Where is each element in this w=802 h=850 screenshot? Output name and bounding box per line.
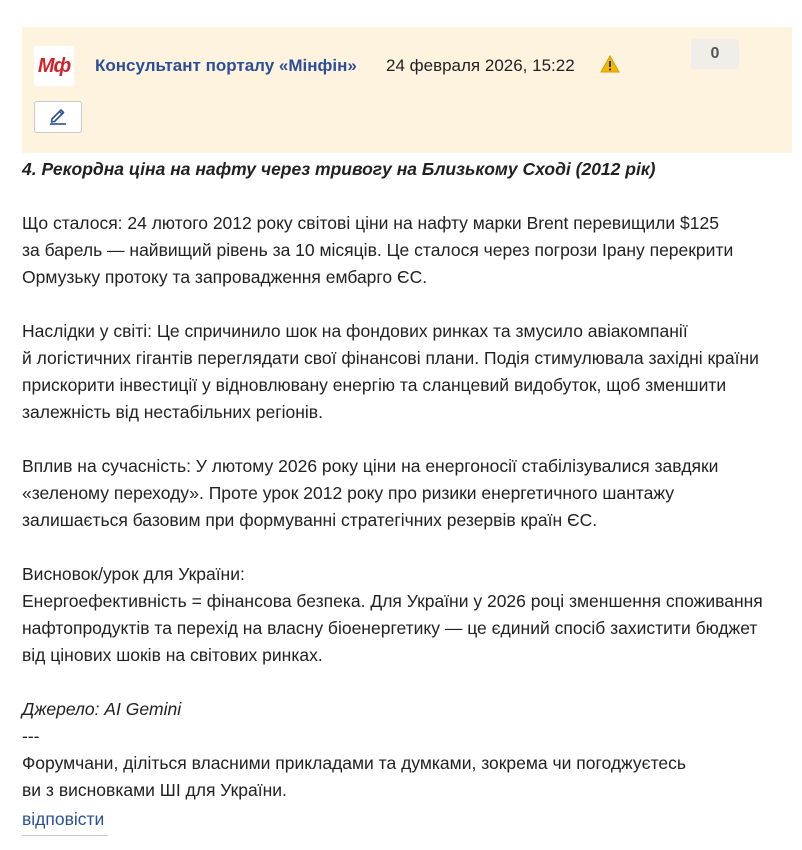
closing-line: Форумчани, діліться власними прикладами та думками, зокрема чи погоджуєтесь <box>22 753 687 773</box>
paragraph-line: нафтопродуктів та перехід на власну біоенергетику — це єдиний спосіб захистити бюджет <box>22 618 758 638</box>
paragraph-line: Що сталося: 24 лютого 2012 року світові ціни на нафту марки Brent перевищили $125 <box>22 213 719 233</box>
paragraph-line: Вплив на сучасність: У лютому 2026 року ціни на енергоносії стабілізувалися завдяки <box>22 456 719 476</box>
source-line: Джерело: AI Gemini <box>22 699 182 719</box>
post-header <box>22 27 792 153</box>
paragraph-line: Висновок/урок для України: <box>22 564 245 584</box>
paragraph-line: й логістичних гігантів переглядати свої фінансові плани. Подія стимулювала західні країни <box>22 348 759 368</box>
paragraph-line: Енергоефективність = фінансова безпека. Для України у 2026 році зменшення споживання <box>22 591 763 611</box>
post-date: 24 февраля 2026, 15:22 <box>386 56 575 75</box>
post-content <box>22 152 792 836</box>
paragraph-line: від цінових шоків на світових ринках. <box>22 645 323 665</box>
paragraph-line: «зеленому переходу». Проте урок 2012 року про ризики енергетичного шантажу <box>22 483 674 503</box>
closing-line: ви з висновками ШІ для України. <box>22 780 287 800</box>
post-heading: 4. Рекордна ціна на нафту через тривогу на Близькому Сході (2012 рік) <box>22 159 656 179</box>
paragraph-line: прискорити інвестиції у відновлювану енергію та сланцевий видобуток, щоб зменшити <box>22 375 727 395</box>
paragraph-line: залишається базовим при формуванні стратегічних резервів країн ЄС. <box>22 510 598 530</box>
author-link[interactable]: Консультант порталу «Мінфін» <box>95 56 357 75</box>
paragraph-line: за барель — найвищий рівень за 10 місяців. Це сталося через погрози Ірану перекрити <box>22 240 734 260</box>
reply-link[interactable]: відповісти <box>22 806 108 836</box>
paragraph-line: Наслідки у світі: Це спричинило шок на фондових ринках та змусило авіакомпанії <box>22 321 688 341</box>
paragraph-line: Ормузьку протоку та запровадження ембарго ЄС. <box>22 267 428 287</box>
separator: --- <box>22 726 40 746</box>
paragraph-line: залежність від нестабільних регіонів. <box>22 402 323 422</box>
warning-icon[interactable] <box>600 55 620 73</box>
pencil-icon <box>47 104 69 131</box>
rating-counter[interactable]: 0 <box>691 39 739 69</box>
edit-button[interactable] <box>34 101 82 133</box>
minfin-logo[interactable]: Мф <box>34 46 74 86</box>
